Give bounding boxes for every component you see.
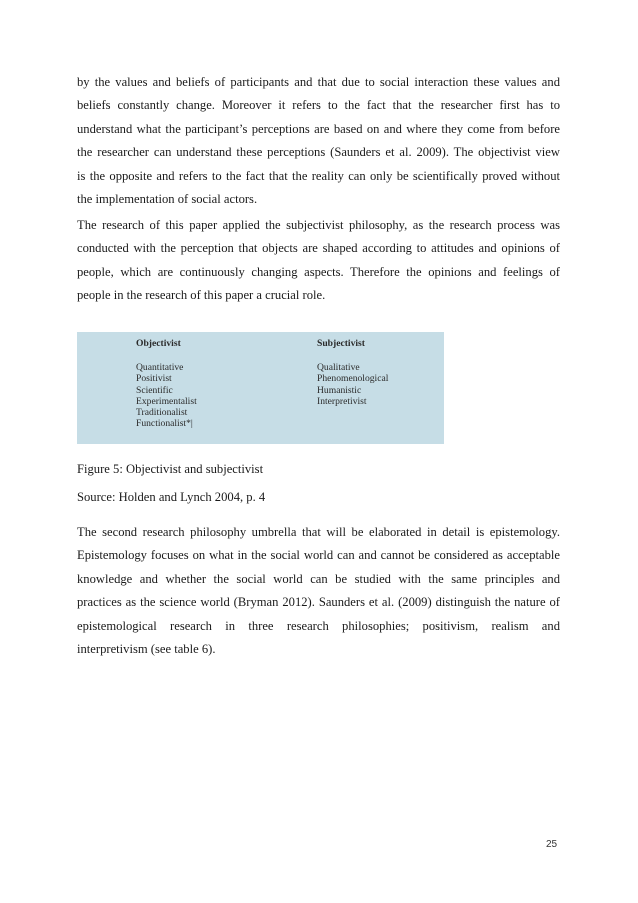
paragraph-2 xyxy=(77,214,560,308)
objectivist-column xyxy=(136,338,197,429)
objectivist-heading: Objectivist xyxy=(136,338,181,349)
text-line: interpretivism (see table 6). xyxy=(77,642,216,657)
text-line: understand what the participant’s perceptions are based on and where they come from before xyxy=(77,121,560,136)
text-line: conducted with the perception that objects are shaped according to attitudes and opinions of xyxy=(77,241,560,256)
paragraph-3 xyxy=(77,521,560,661)
text-line: beliefs constantly change. Moreover it refers to the fact that the researcher first has to xyxy=(77,98,560,113)
text-line: knowledge and whether the social world can be studied with the same principles and xyxy=(77,571,560,586)
subjectivist-heading: Subjectivist xyxy=(317,338,365,349)
text-line: by the values and beliefs of participants and that due to social interaction these values and xyxy=(77,75,560,89)
text-line: practices as the science world (Bryman 2012). Saunders et al. (2009) distinguish the nature of xyxy=(77,595,560,610)
subjectivist-item: Humanistic xyxy=(317,384,362,396)
text-line: the implementation of social actors. xyxy=(77,192,258,207)
text-line: Epistemology focuses on what in the social world can and cannot be considered as acceptable xyxy=(77,548,560,563)
figure-caption: Figure 5: Objectivist and subjectivist xyxy=(77,462,264,476)
text-line: is the opposite and refers to the fact that the reality can only be scientifically proved without xyxy=(77,168,560,183)
text-line: people, which are continuously changing aspects. Therefore the opinions and feelings of xyxy=(77,264,560,279)
subjectivist-item: Qualitative xyxy=(317,362,360,374)
objectivist-item: Quantitative xyxy=(136,362,184,374)
objectivist-item: Positivist xyxy=(136,373,172,385)
figure-source: Source: Holden and Lynch 2004, p. 4 xyxy=(77,490,266,504)
text-line: the researcher can understand these perceptions (Saunders et al. 2009). The objectivist view xyxy=(77,145,560,160)
text-line: people in the research of this paper a crucial role. xyxy=(77,288,326,303)
objectivist-item: Scientific xyxy=(136,384,173,396)
figure-objectivist-subjectivist xyxy=(77,332,444,444)
subjectivist-column xyxy=(317,338,388,407)
subjectivist-item: Phenomenological xyxy=(317,373,389,385)
text-line: epistemological research in three research philosophies; positivism, realism and xyxy=(77,618,560,633)
paragraph-1 xyxy=(77,71,560,211)
objectivist-item: Experimentalist xyxy=(136,395,197,407)
page-number: 25 xyxy=(546,839,558,850)
subjectivist-item: Interpretivist xyxy=(317,395,367,407)
objectivist-item: Functionalist*| xyxy=(136,418,193,430)
objectivist-item: Traditionalist xyxy=(136,407,188,419)
text-line: The research of this paper applied the subjectivist philosophy, as the research process was xyxy=(77,218,560,232)
text-line: The second research philosophy umbrella that will be elaborated in detail is epistemology. xyxy=(77,525,560,539)
